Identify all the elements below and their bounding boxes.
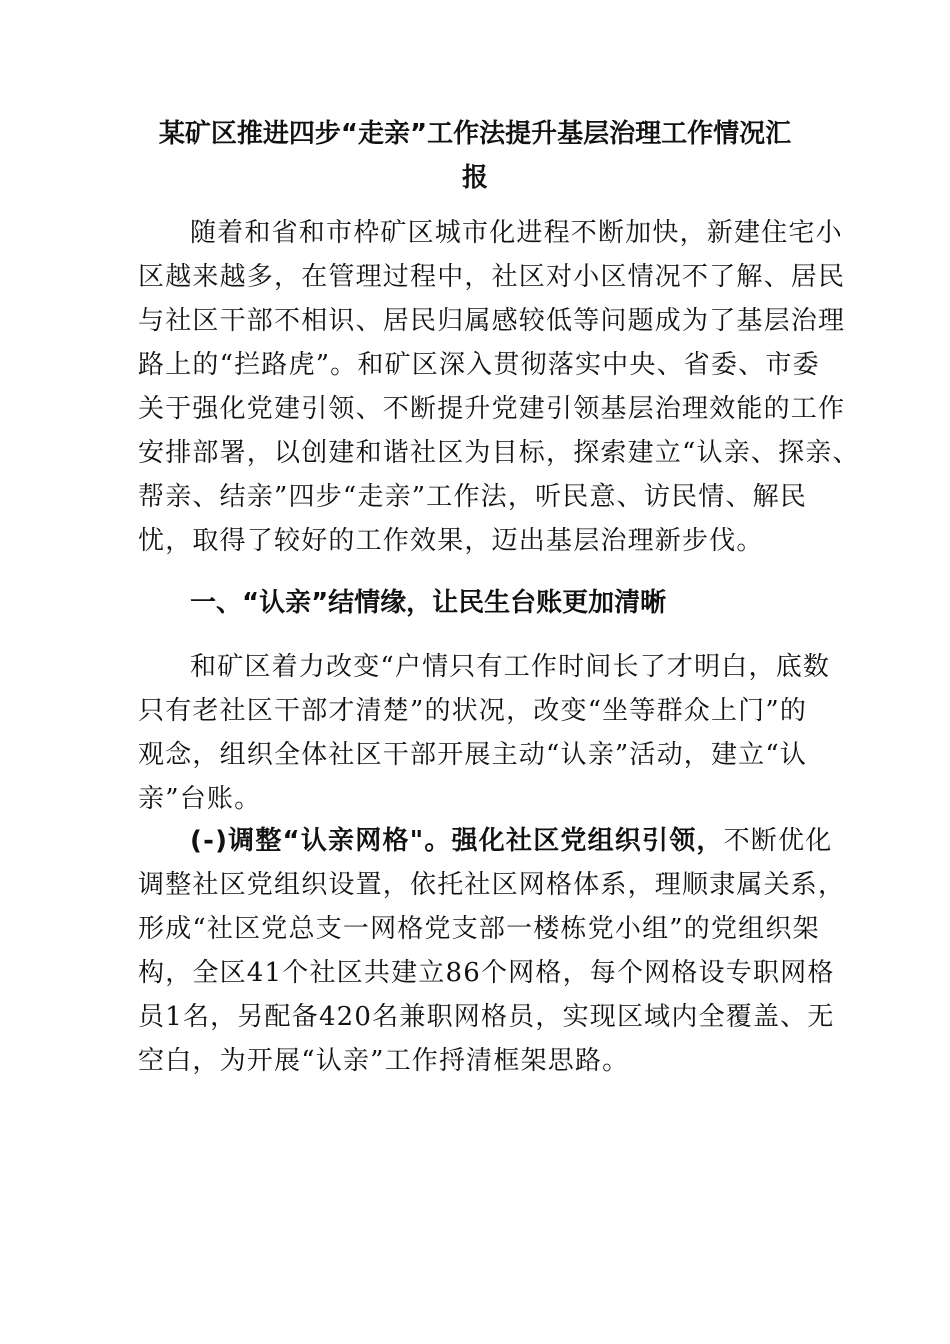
paragraph-3-line: 构，全区41个社区共建立86个网格，每个网格设专职网格 <box>138 958 835 988</box>
paragraph-3-line: 形成“社区党总支一网格党支部一楼栋党小组”的党组织架 <box>138 914 820 944</box>
paragraph-3-lead-rest: 不断优化 <box>723 826 833 856</box>
paragraph-3-line: 调整社区党组织设置，依托社区网格体系，理顺隶属关系， <box>138 870 846 900</box>
paragraph-2-line: 亲”台账。 <box>138 784 262 814</box>
paragraph-1-line: 忧，取得了较好的工作效果，迈出基层治理新步伐。 <box>138 526 764 556</box>
section-heading: 一、“认亲”结情缘，让民生台账更加清晰 <box>190 588 667 618</box>
subheading-bold-lead: (-)调整“认亲网格"。强化社区党组织引领， <box>190 826 724 856</box>
paragraph-1-line: 路上的“拦路虎”。和矿区深入贯彻落实中央、省委、市委 <box>138 350 820 380</box>
paragraph-1-line: 关于强化党建引领、不断提升党建引领基层治理效能的工作 <box>138 394 846 424</box>
paragraph-1-line: 与社区干部不相识、居民归属感较低等问题成为了基层治理 <box>138 306 846 336</box>
paragraph-3-first-line <box>190 826 832 856</box>
paragraph-1-line: 随着和省和市枠矿区城市化进程不断加快，新建住宅小 <box>190 218 843 248</box>
paragraph-2-line: 和矿区着力改变“户情只有工作时间长了才明白，底数 <box>190 652 831 682</box>
paragraph-1-line: 安排部署，以创建和谐社区为目标，探索建立“认亲、探亲、 <box>138 438 860 468</box>
paragraph-3-line: 员1名，另配备420名兼职网格员，实现区域内全覆盖、无 <box>138 1002 835 1032</box>
paragraph-1-line: 区越来越多，在管理过程中，社区对小区情况不了解、居民 <box>138 262 846 292</box>
paragraph-2-line: 观念，组织全体社区干部开展主动“认亲”活动，建立“认 <box>138 740 808 770</box>
title-line-2: 报 <box>461 163 488 193</box>
paragraph-3-line: 空白，为开展“认亲”工作捋清框架思路。 <box>138 1046 630 1076</box>
document-title <box>100 112 850 200</box>
paragraph-2-line: 只有老社区干部才清楚”的状况，改变“坐等群众上门”的 <box>138 696 808 726</box>
title-line-1: 某矿区推进四步“走亲”工作法提升基层治理工作情况汇 <box>158 119 792 149</box>
paragraph-1-line: 帮亲、结亲”四步“走亲”工作法，听民意、访民情、解民 <box>138 482 808 512</box>
